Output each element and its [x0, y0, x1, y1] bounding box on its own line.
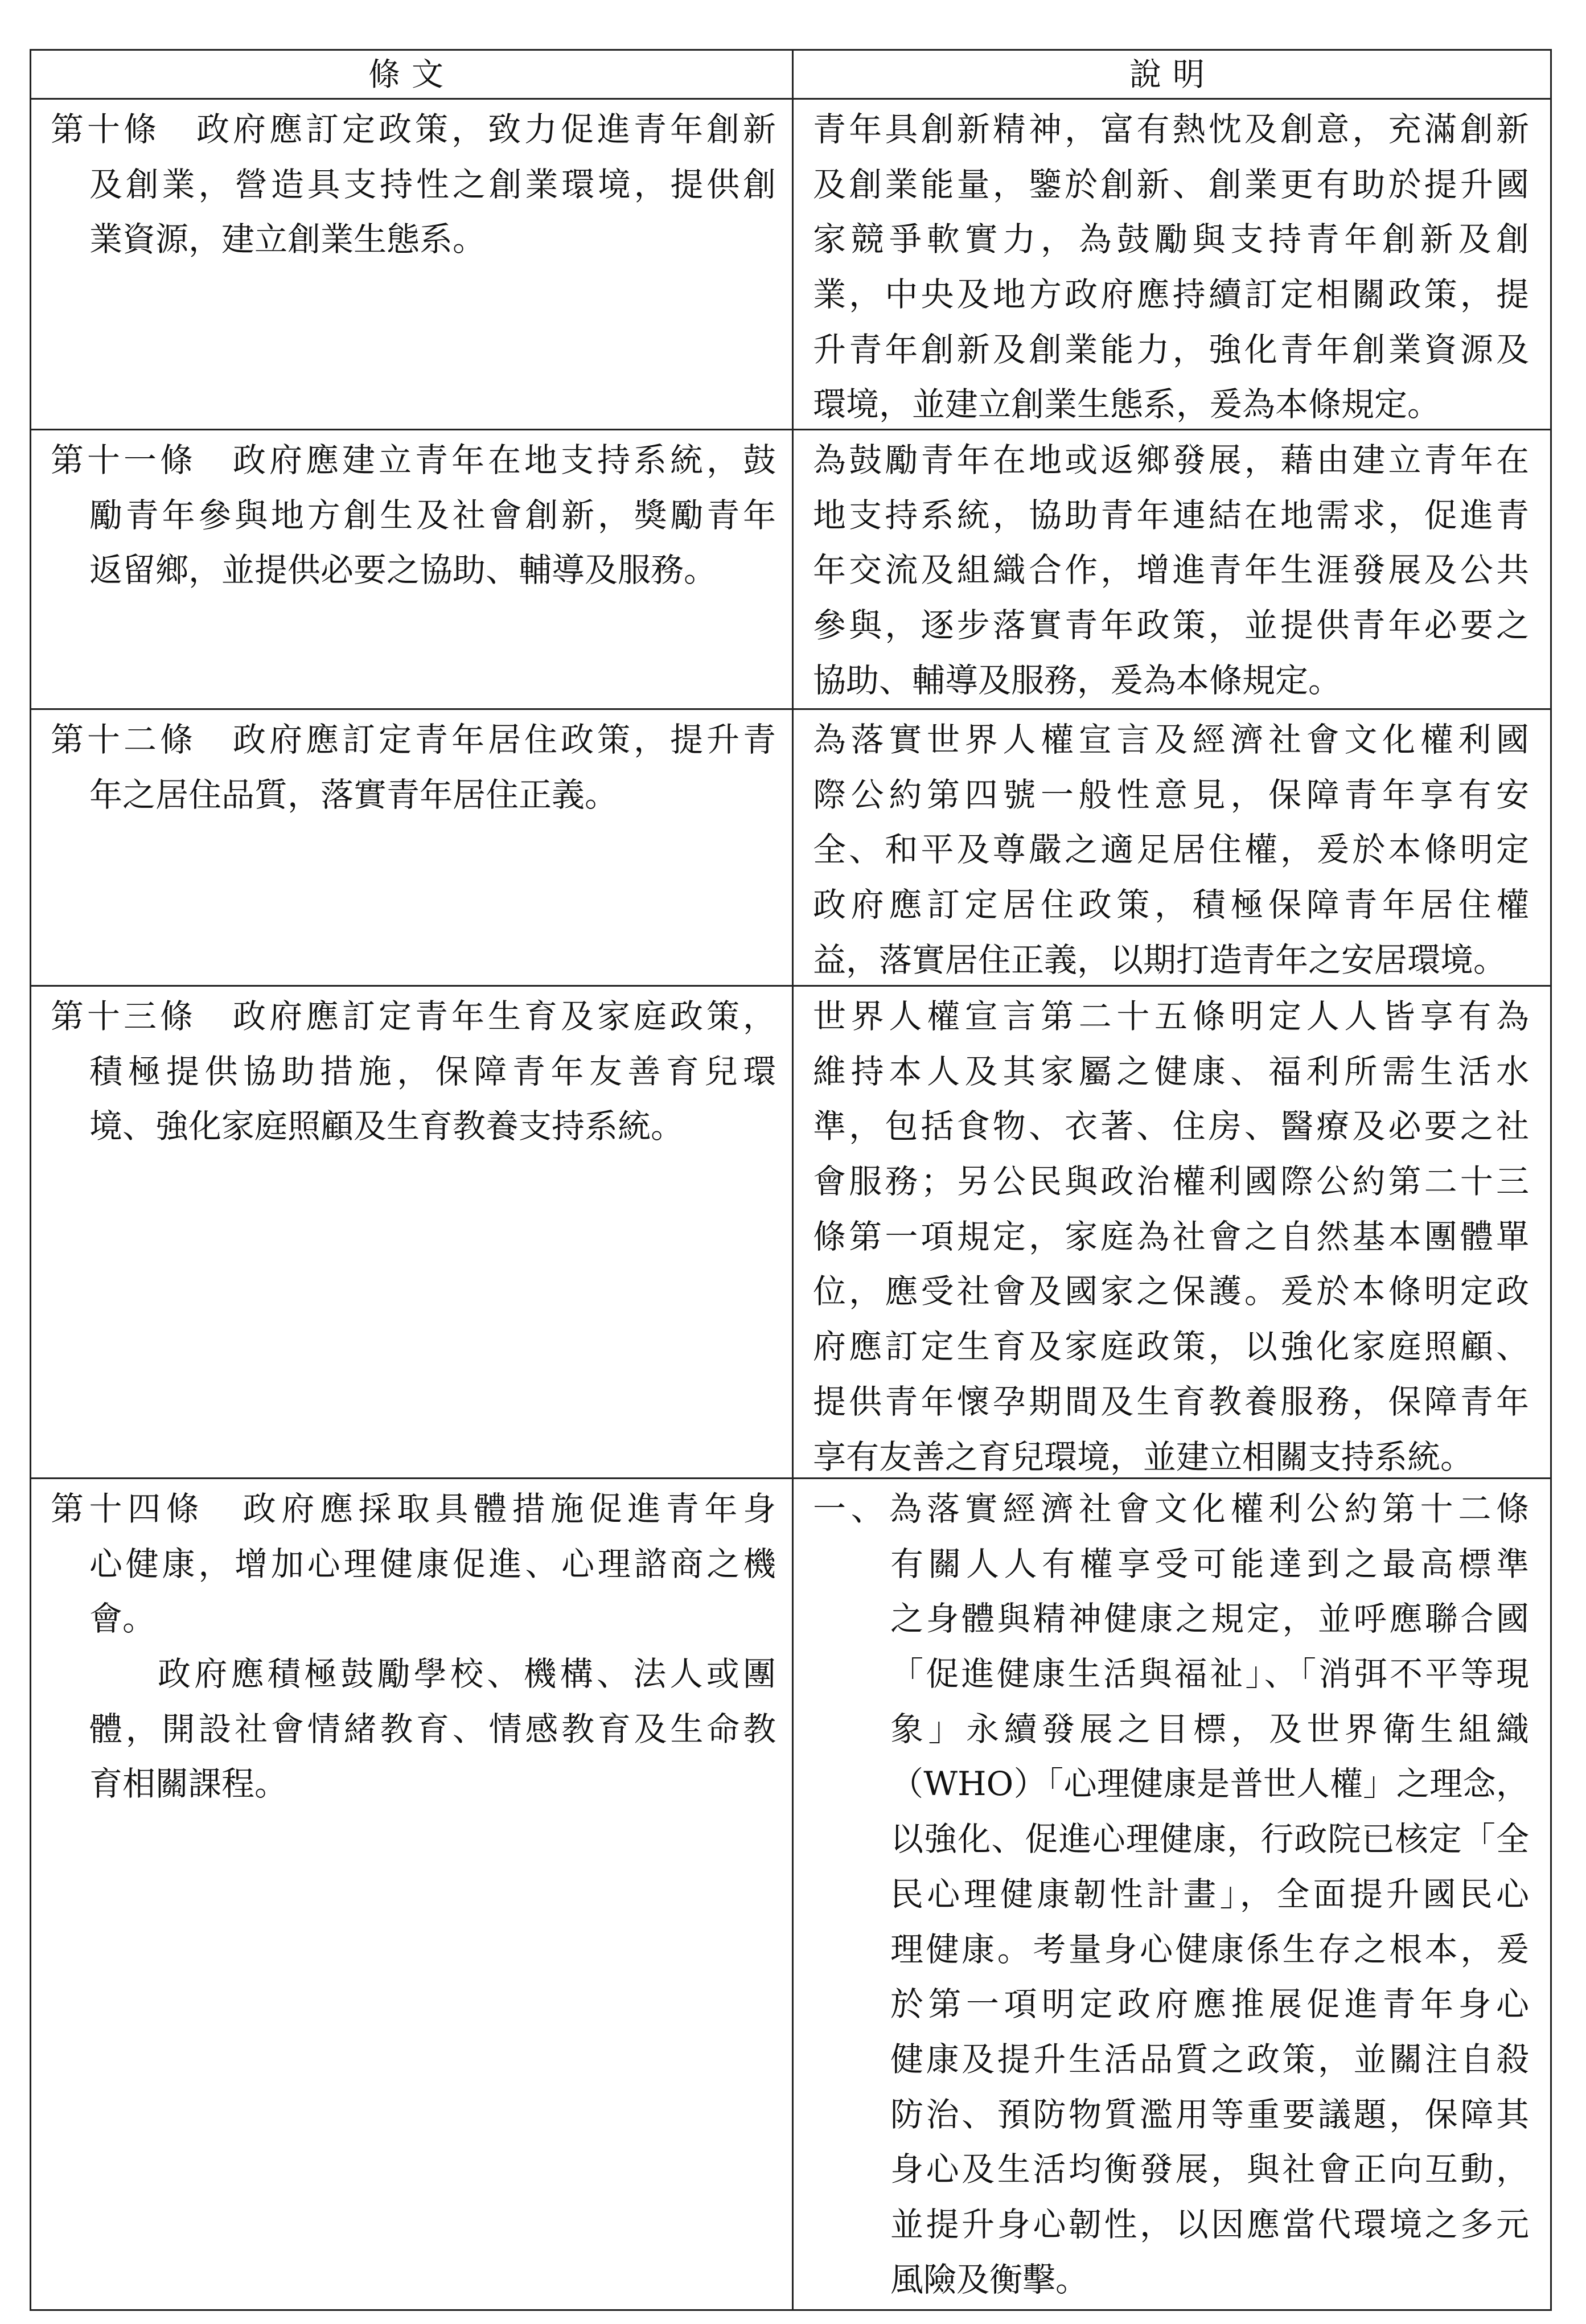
- text-line: 益，落實居住正義，以期打造青年之安居環境。: [813, 940, 1507, 979]
- text-line: 會。: [89, 1599, 156, 1639]
- text-line: 際公約第四號一般性意見，保障青年享有安: [813, 775, 1529, 814]
- explanation-cell: [794, 1479, 1552, 2311]
- text-line: 第十三條 政府應訂定青年生育及家庭政策，: [51, 997, 776, 1036]
- text-line: 有關人人有權享受可能達到之最高標準: [890, 1544, 1529, 1583]
- header-article: 條文: [368, 56, 455, 93]
- text-line: 民心理健康韌性計畫」，全面提升國民心: [890, 1874, 1529, 1914]
- text-line: 防治、預防物質濫用等重要議題，保障其: [890, 2095, 1529, 2134]
- text-line: 年交流及組織合作，增進青年生涯發展及公共: [813, 551, 1529, 590]
- text-line: 及創業能量，鑒於創新、創業更有助於提升國: [813, 165, 1529, 204]
- text-line: 享有友善之育兒環境，並建立相關支持系統。: [813, 1437, 1474, 1476]
- explanation-cell: [794, 710, 1552, 987]
- text-line: 為落實世界人權宣言及經濟社會文化權利國: [813, 720, 1529, 759]
- text-line: 位，應受社會及國家之保護。爰於本條明定政: [813, 1272, 1529, 1311]
- text-line: 勵青年參與地方創生及社會創新，獎勵青年: [89, 495, 776, 535]
- text-line: 於第一項明定政府應推展促進青年身心: [890, 1985, 1529, 2024]
- header-explanation: 說明: [1129, 56, 1216, 93]
- text-line: 心健康，增加心理健康促進、心理諮商之機: [89, 1544, 776, 1583]
- text-line: 條第一項規定，家庭為社會之自然基本團體單: [813, 1217, 1529, 1256]
- explanation-cell: [794, 987, 1552, 1479]
- text-line: 象」永續發展之目標，及世界衛生組織: [890, 1709, 1529, 1748]
- text-line: 體，開設社會情緒教育、情感教育及生命教: [89, 1709, 776, 1748]
- article-cell: [31, 100, 792, 430]
- text-line: 境、強化家庭照顧及生育教養支持系統。: [89, 1107, 684, 1146]
- article-cell: [31, 710, 792, 987]
- text-line: 返留鄉，並提供必要之協助、輔導及服務。: [89, 551, 717, 590]
- text-line: 準，包括食物、衣著、住房、醫療及必要之社: [813, 1107, 1529, 1146]
- text-line: 青年具創新精神，富有熱忱及創意，充滿創新: [813, 110, 1529, 149]
- text-line: 理健康。考量身心健康係生存之根本，爰: [890, 1929, 1529, 1969]
- text-line: 以強化、促進心理健康，行政院已核定「全: [890, 1820, 1529, 1859]
- text-line: 健康及提升生活品質之政策，並關注自殺: [890, 2039, 1529, 2079]
- text-line: 府應訂定生育及家庭政策，以強化家庭照顧、: [813, 1327, 1529, 1366]
- explanation-cell: [794, 100, 1552, 430]
- text-line: 家競爭軟實力，為鼓勵與支持青年創新及創: [813, 220, 1529, 259]
- text-line: 提供青年懷孕期間及生育教養服務，保障青年: [813, 1382, 1529, 1421]
- text-line: 會服務；另公民與政治權利國際公約第二十三: [813, 1162, 1529, 1201]
- article-cell: [31, 430, 792, 710]
- text-line: 業，中央及地方政府應持續訂定相關政策，提: [813, 275, 1529, 314]
- text-line: 升青年創新及創業能力，強化青年創業資源及: [813, 330, 1529, 369]
- text-line: 積極提供協助措施，保障青年友善育兒環: [89, 1052, 776, 1091]
- article-cell: [31, 1479, 792, 2311]
- text-line: 一、為落實經濟社會文化權利公約第十二條: [813, 1489, 1529, 1528]
- text-line: （WHO）「心理健康是普世人權」之理念，: [890, 1764, 1529, 1804]
- text-line: 政府應積極鼓勵學校、機構、法人或團: [158, 1654, 776, 1694]
- text-line: 地支持系統，協助青年連結在地需求，促進青: [813, 495, 1529, 535]
- text-line: 協助、輔導及服務，爰為本條規定。: [813, 660, 1342, 700]
- explanation-cell: [794, 430, 1552, 710]
- text-line: 第十四條 政府應採取具體措施促進青年身: [51, 1489, 776, 1528]
- text-line: 第十二條 政府應訂定青年居住政策，提升青: [51, 720, 776, 759]
- text-line: 為鼓勵青年在地或返鄉發展，藉由建立青年在: [813, 441, 1529, 479]
- text-line: 身心及生活均衡發展，與社會正向互動，: [890, 2150, 1529, 2189]
- text-line: 第十一條 政府應建立青年在地支持系統，鼓: [51, 441, 776, 479]
- comparison-table: [30, 49, 1552, 2311]
- text-line: 業資源，建立創業生態系。: [89, 220, 486, 259]
- text-line: 政府應訂定居住政策，積極保障青年居住權: [813, 885, 1529, 925]
- text-line: 世界人權宣言第二十五條明定人人皆享有為: [813, 997, 1529, 1036]
- text-line: 風險及衡擊。: [890, 2260, 1089, 2299]
- text-line: 之身體與精神健康之規定，並呼應聯合國: [890, 1599, 1529, 1639]
- text-line: 全、和平及尊嚴之適足居住權，爰於本條明定: [813, 830, 1529, 869]
- text-line: 環境，並建立創業生態系，爰為本條規定。: [813, 385, 1441, 424]
- text-line: 維持本人及其家屬之健康、福利所需生活水: [813, 1052, 1529, 1091]
- text-line: 並提升身心韌性，以因應當代環境之多元: [890, 2204, 1529, 2244]
- text-line: 年之居住品質，落實青年居住正義。: [89, 775, 618, 814]
- article-cell: [31, 987, 792, 1479]
- text-line: 「促進健康生活與福祉」、「消弭不平等現: [890, 1654, 1529, 1694]
- text-line: 育相關課程。: [89, 1764, 288, 1804]
- text-line: 第十條 政府應訂定政策，致力促進青年創新: [51, 110, 776, 149]
- text-line: 參與，逐步落實青年政策，並提供青年必要之: [813, 606, 1529, 645]
- text-line: 及創業，營造具支持性之創業環境，提供創: [89, 165, 776, 204]
